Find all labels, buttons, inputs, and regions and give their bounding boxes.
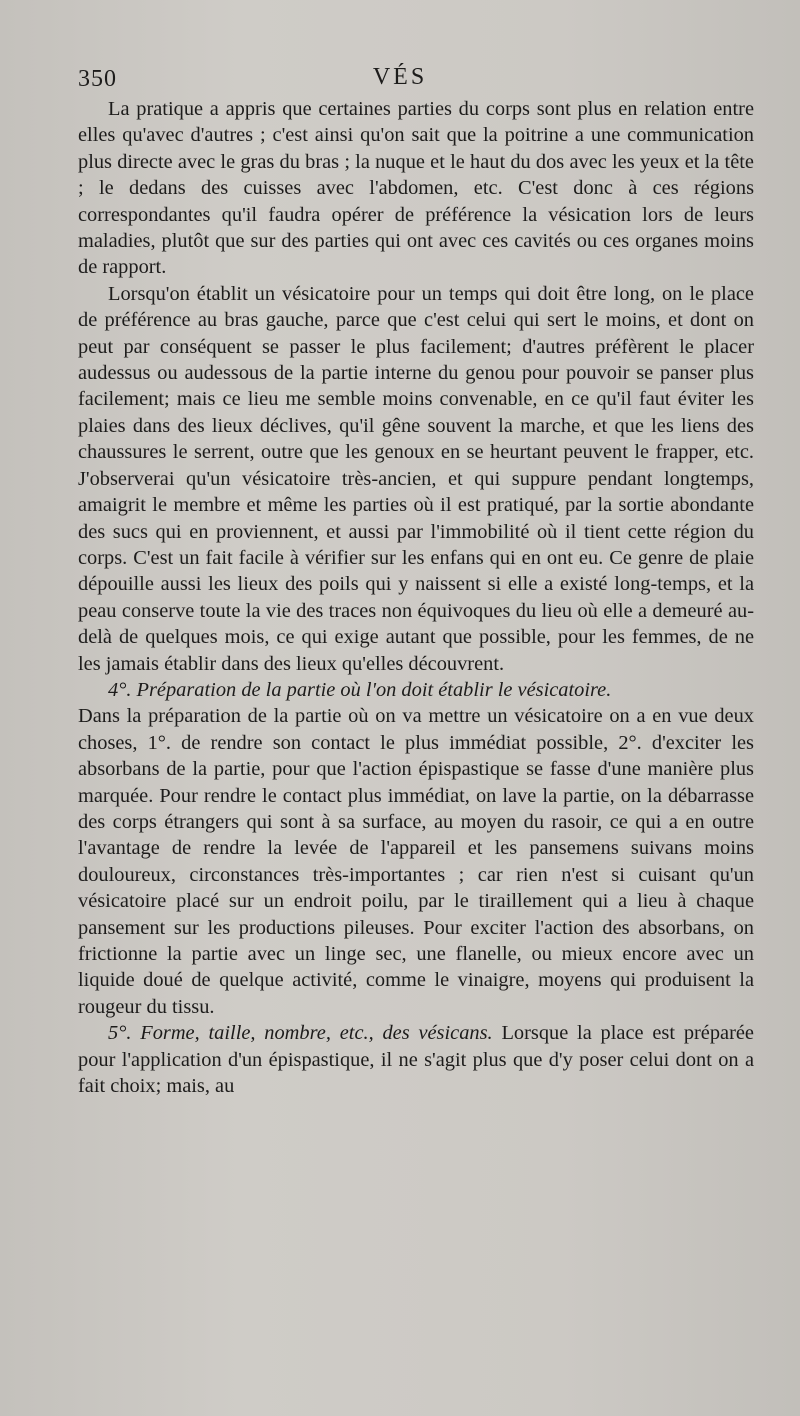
section-text: Lorsque la place est préparée pour l'application d'un épispastique, il ne s'agit plus que d'y poser celui dont on a fait choix; mais, au	[78, 1022, 754, 1098]
paragraph: La pratique a appris que certaines parties du corps sont plus en relation entre elles qu'avec d'autres ; c'est ainsi qu'on sait que la poitrine a une communication plus directe avec le gras du bras ; la nuque et le haut du dos avec les yeux et la tête ; le dedans des cuisses avec l'abdomen, etc. C'est donc à ces régions correspondantes qu'il faudra opérer de préférence la vésication lors de leurs maladies, plutôt que sur des parties qui ont avec ces cavités ou ces organes moins de rapport.	[78, 98, 754, 279]
body-text	[78, 96, 754, 1099]
section-heading: 5°. Forme, taille, nombre, etc., des vésicans.	[108, 1022, 493, 1045]
section-4	[78, 677, 754, 703]
paragraph: Lorsqu'on établit un vésicatoire pour un temps qui doit être long, on le place de préférence au bras gauche, parce que c'est celui qui sert le moins, et dont on peut par conséquent se passer le plus facilement; d'autres préfèrent le placer audessus ou audessous de la partie interne du genou pour pouvoir se panser plus facilement; mais ce lieu me semble moins convenable, en ce qu'il faut éviter les plaies dans des lieux déclives, qu'il gêne souvent la marche, et que les liens des chaussures le serrent, outre que les genoux en se heurtant peuvent le frapper, etc. J'observerai qu'un vésicatoire très-ancien, et qui suppure pendant longtemps, amaigrit le membre et même les parties où il est pratiqué, par la sortie abondante des sucs qui en proviennent, et aussi par l'immobilité où il tient cette région du corps. C'est un fait facile à vérifier sur les enfans qui en ont eu. Ce genre de plaie dépouille aussi les lieux des poils qui y naissent si elle a existé long-temps, et la peau conserve toute la vie des traces non équivoques du lieu où elle a demeuré au-delà de quelques mois, ce qui exige autant que possible, pour les femmes, de ne les jamais établir dans des lieux qu'elles découvrent.	[78, 282, 754, 675]
section-5	[78, 1020, 754, 1099]
section-4-text: Dans la préparation de la partie où on va mettre un vésicatoire on a en vue deux choses, 1°. de rendre son contact le plus immédiat possible, 2°. d'exciter les absorbans de la partie, pour que l'action épispastique se fasse d'une manière plus marquée. Pour rendre le contact plus immédiat, on lave la partie, on la débarrasse des corps étrangers qui sont à sa surface, au moyen du rasoir, ce qui a en outre l'avantage de rendre la levée de l'appareil et les pansemens suivans moins douloureux, circonstances très-importantes ; car rien n'est si cuisant qu'un vésicatoire placé sur un endroit poilu, par le tiraillement qui a lieu à chaque pansement sur les productions pileuses. Pour exciter l'action des absorbans, on frictionne la partie avec un linge sec, une flanelle, ou mieux encore avec un liquide doué de quelque activité, comme le vinaigre, moyens qui produisent la rougeur du tissu.	[78, 705, 754, 1018]
section-heading: 4°. Préparation de la partie où l'on doit établir le vésicatoire.	[108, 678, 612, 701]
page-number: 350	[78, 66, 117, 92]
running-head: VÉS	[372, 64, 428, 90]
